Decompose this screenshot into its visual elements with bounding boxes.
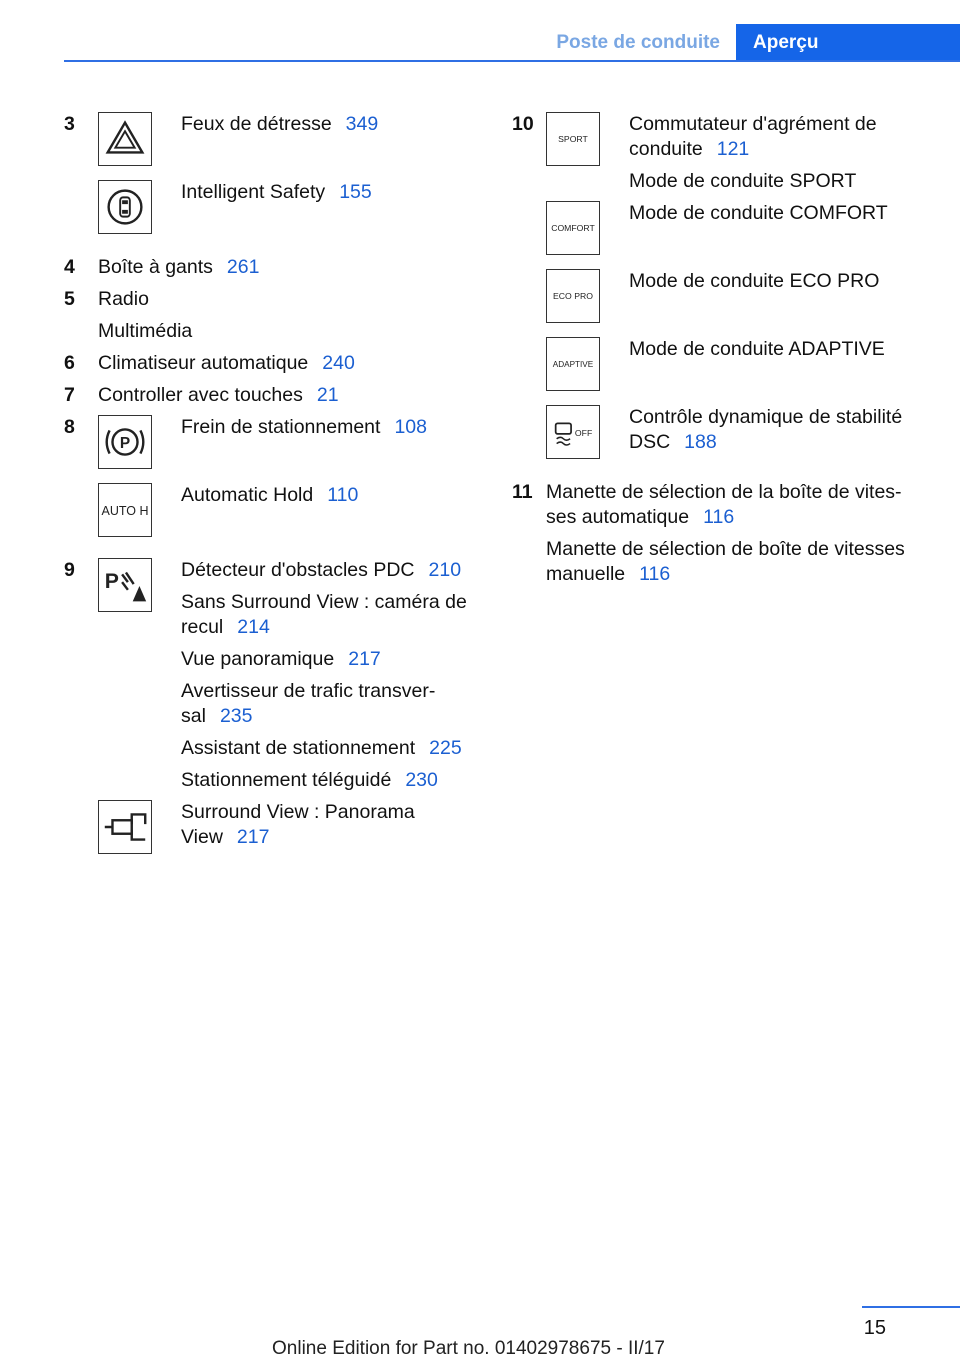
item-number: 10 bbox=[512, 113, 534, 135]
page-link[interactable]: 210 bbox=[428, 559, 462, 581]
intelligent-safety-icon bbox=[98, 180, 152, 234]
page-link[interactable]: 235 bbox=[219, 705, 253, 727]
page-link[interactable]: 349 bbox=[345, 113, 379, 135]
entry-auto-hold: Automatic Hold 110 bbox=[181, 484, 359, 506]
item-number: 6 bbox=[64, 352, 75, 374]
section-tab[interactable]: Poste de conduite bbox=[556, 32, 720, 53]
entry-hazard: Feux de détresse 349 bbox=[181, 113, 379, 135]
svg-text:P: P bbox=[104, 569, 119, 593]
page-link[interactable]: 110 bbox=[327, 484, 359, 506]
entry-driving-switch: Commutateur d'agrément de conduite 121 bbox=[629, 113, 877, 160]
entry-adaptive-mode: Mode de conduite ADAPTIVE bbox=[629, 338, 885, 360]
entry-panoramic: Vue panoramique 217 bbox=[181, 648, 381, 670]
adaptive-mode-icon bbox=[546, 337, 600, 391]
svg-text:AUTO H: AUTO H bbox=[101, 503, 149, 518]
entry-dsc: Contrôle dynamique de stabilité DSC 188 bbox=[629, 406, 903, 453]
entry-climate: Climatiseur automatique 240 bbox=[98, 352, 355, 374]
entry-sport-mode: Mode de conduite SPORT bbox=[629, 170, 857, 192]
parking-brake-icon bbox=[98, 415, 152, 469]
page-number: 15 bbox=[863, 1317, 886, 1339]
active-tab[interactable]: Aperçu bbox=[736, 24, 960, 61]
page-link[interactable]: 230 bbox=[405, 769, 438, 791]
entry-controller: Controller avec touches 21 bbox=[98, 384, 339, 406]
svg-text:COMFORT: COMFORT bbox=[551, 222, 595, 233]
item-number: 7 bbox=[64, 384, 75, 406]
item-number: 8 bbox=[64, 416, 75, 438]
item-number: 3 bbox=[64, 113, 75, 135]
entry-eco-pro-mode: Mode de conduite ECO PRO bbox=[629, 270, 880, 292]
page-link[interactable]: 217 bbox=[348, 648, 381, 670]
page-link[interactable]: 108 bbox=[394, 416, 427, 438]
header-rule bbox=[64, 60, 960, 62]
entry-multimedia: Multimédia bbox=[98, 320, 193, 342]
item-number: 11 bbox=[512, 481, 533, 503]
svg-text:P: P bbox=[119, 434, 131, 452]
page-link[interactable]: 261 bbox=[226, 256, 260, 278]
page-link[interactable]: 121 bbox=[716, 138, 750, 160]
sport-mode-icon bbox=[546, 112, 600, 166]
entry-pdc: Détecteur d'obstacles PDC 210 bbox=[181, 559, 462, 581]
svg-text:SPORT: SPORT bbox=[558, 133, 588, 144]
svg-text:ADAPTIVE: ADAPTIVE bbox=[552, 359, 594, 369]
page-link[interactable]: 217 bbox=[236, 826, 270, 848]
entry-manual-gear-selector: Manette de sélection de boîte de vitesses manuelle 116 bbox=[546, 538, 905, 585]
entry-park-assist: Assistant de stationnement 225 bbox=[181, 737, 462, 759]
entry-safety: Intelligent Safety 155 bbox=[181, 181, 372, 203]
svg-text:OFF: OFF bbox=[574, 427, 593, 438]
dsc-off-icon bbox=[546, 405, 600, 459]
surround-view-icon bbox=[98, 800, 152, 854]
item-number: 5 bbox=[64, 288, 75, 310]
page-link[interactable]: 116 bbox=[703, 506, 735, 528]
entry-surround-view: Surround View : Panorama View 217 bbox=[181, 801, 415, 848]
page-link[interactable]: 116 bbox=[639, 563, 671, 585]
entry-radio: Radio bbox=[98, 288, 149, 310]
page-link[interactable]: 155 bbox=[339, 181, 372, 203]
entry-auto-gear-selector: Manette de sélection de la boîte de vites- ses automatique 116 bbox=[546, 481, 902, 528]
park-distance-control-icon bbox=[98, 558, 152, 612]
entry-glovebox: Boîte à gants 261 bbox=[98, 256, 260, 278]
entry-cross-traffic: Avertisseur de trafic transver- sal 235 bbox=[181, 680, 436, 727]
item-number: 4 bbox=[64, 256, 75, 278]
eco-pro-mode-icon bbox=[546, 269, 600, 323]
hazard-warning-icon bbox=[98, 112, 152, 166]
entry-comfort-mode: Mode de conduite COMFORT bbox=[629, 202, 888, 224]
page-link[interactable]: 188 bbox=[684, 431, 717, 453]
page-link[interactable]: 214 bbox=[237, 616, 270, 638]
entry-parking-brake: Frein de stationnement 108 bbox=[181, 416, 427, 438]
item-number: 9 bbox=[64, 559, 75, 581]
page-link[interactable]: 21 bbox=[316, 384, 339, 406]
page-link[interactable]: 240 bbox=[322, 352, 355, 374]
comfort-mode-icon bbox=[546, 201, 600, 255]
entry-rear-camera: Sans Surround View : caméra de recul 214 bbox=[181, 591, 467, 638]
edition-footer: Online Edition for Part no. 01402978675 - II/17 bbox=[272, 1338, 665, 1359]
entry-remote-parking: Stationnement téléguidé 230 bbox=[181, 769, 438, 791]
page-link[interactable]: 225 bbox=[429, 737, 462, 759]
auto-hold-icon bbox=[98, 483, 152, 537]
footer-rule bbox=[862, 1306, 960, 1308]
svg-text:ECO PRO: ECO PRO bbox=[553, 290, 593, 301]
